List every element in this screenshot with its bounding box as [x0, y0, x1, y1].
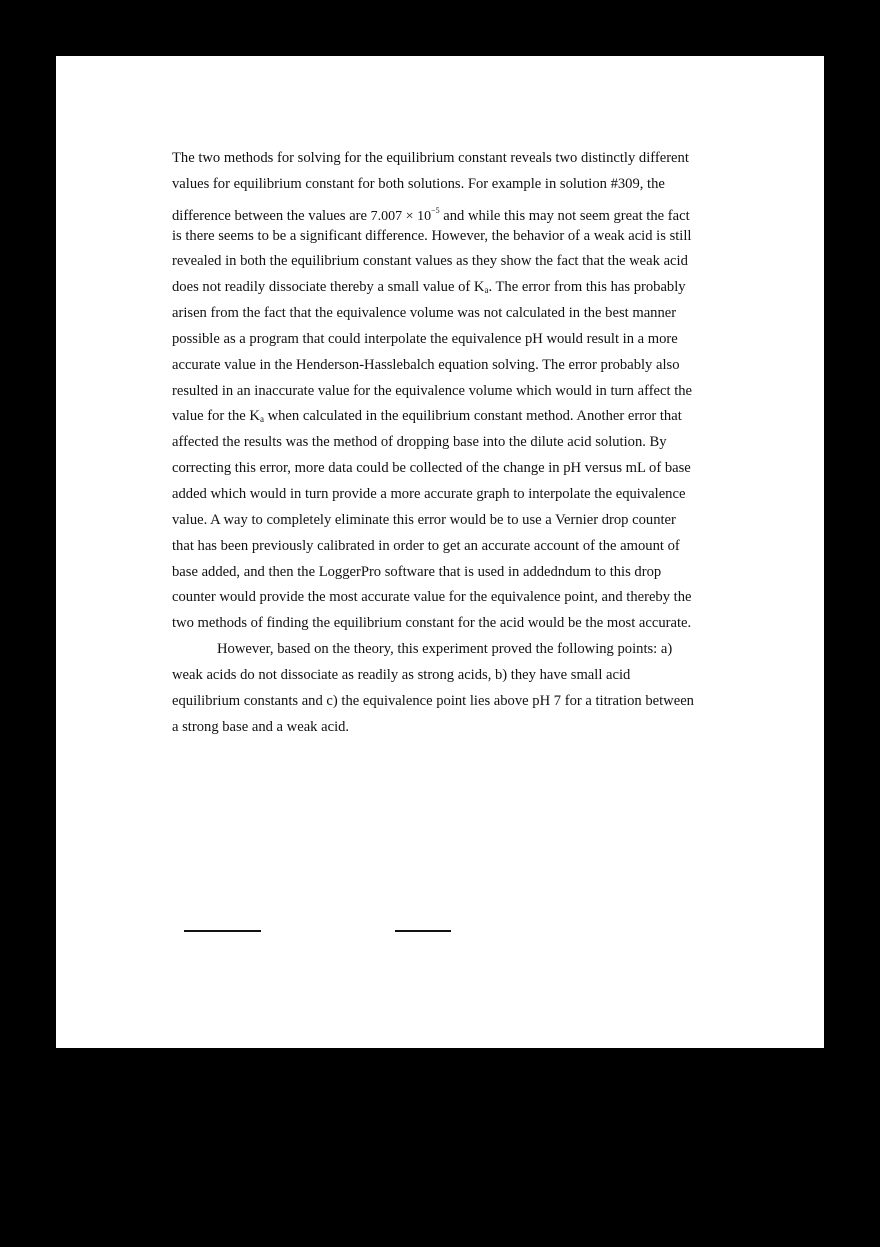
text-line: base added, and then the LoggerPro software that is used in addedndum to this drop	[172, 563, 662, 580]
text-segment: when calculated in the equilibrium constant method. Another error that	[263, 408, 682, 425]
text-line-with-math	[172, 198, 712, 224]
math-expression	[370, 205, 440, 224]
text-line: two methods of finding the equilibrium constant for the acid would be the most accurate.	[172, 615, 692, 632]
math-base: 7.007 × 10	[370, 208, 432, 224]
text-line: revealed in both the equilibrium constant values as they show the fact that the weak acid	[172, 253, 688, 270]
text-line-with-subscript	[172, 404, 712, 430]
text-line: value. A way to completely eliminate this error would be to use a Vernier drop counter	[172, 511, 676, 528]
text-line: equilibrium constants and c) the equivalence point lies above pH 7 for a titration between	[172, 692, 694, 709]
subscript: a	[259, 414, 264, 425]
text-line: weak acids do not dissociate as readily as strong acids, b) they have small acid	[172, 666, 631, 683]
text-line: resulted in an inaccurate value for the equivalence volume which would in turn affect the	[172, 382, 693, 399]
text-line: that has been previously calibrated in order to get an accurate account of the amount of	[172, 537, 680, 554]
text-line: added which would in turn provide a more accurate graph to interpolate the equivalence	[172, 485, 686, 502]
document-page	[56, 56, 824, 1048]
math-exponent: −5	[431, 205, 440, 215]
text-line-with-subscript	[172, 275, 712, 301]
text-segment: difference between the values are	[172, 207, 371, 224]
text-segment: does not readily dissociate thereby a small value of K	[172, 279, 485, 296]
body-text	[172, 146, 712, 740]
signature-line	[184, 930, 261, 932]
text-line: arisen from the fact that the equivalence volume was not calculated in the best manner	[172, 305, 677, 322]
text-line: a strong base and a weak acid.	[172, 718, 350, 735]
text-line: values for equilibrium constant for both solutions. For example in solution #309, the	[172, 175, 665, 192]
text-line: possible as a program that could interpolate the equivalence pH would result in a more	[172, 330, 678, 347]
text-line: is there seems to be a significant difference. However, the behavior of a weak acid is still	[172, 227, 692, 244]
text-segment: . The error from this has probably	[488, 279, 686, 296]
text-segment: value for the K	[172, 408, 260, 425]
text-line: counter would provide the most accurate value for the equivalence point, and thereby the	[172, 589, 692, 606]
text-segment: and while this may not seem great the fact	[439, 207, 690, 224]
text-line: affected the results was the method of dropping base into the dilute acid solution. By	[172, 434, 667, 451]
text-line: The two methods for solving for the equilibrium constant reveals two distinctly different	[172, 150, 689, 166]
text-line: However, based on the theory, this experiment proved the following points: a)	[217, 641, 673, 658]
text-line: accurate value in the Henderson-Hasslebalch equation solving. The error probably also	[172, 356, 680, 373]
text-line: correcting this error, more data could be collected of the change in pH versus mL of base	[172, 460, 691, 477]
date-line	[395, 930, 451, 932]
subscript: a	[484, 285, 489, 296]
